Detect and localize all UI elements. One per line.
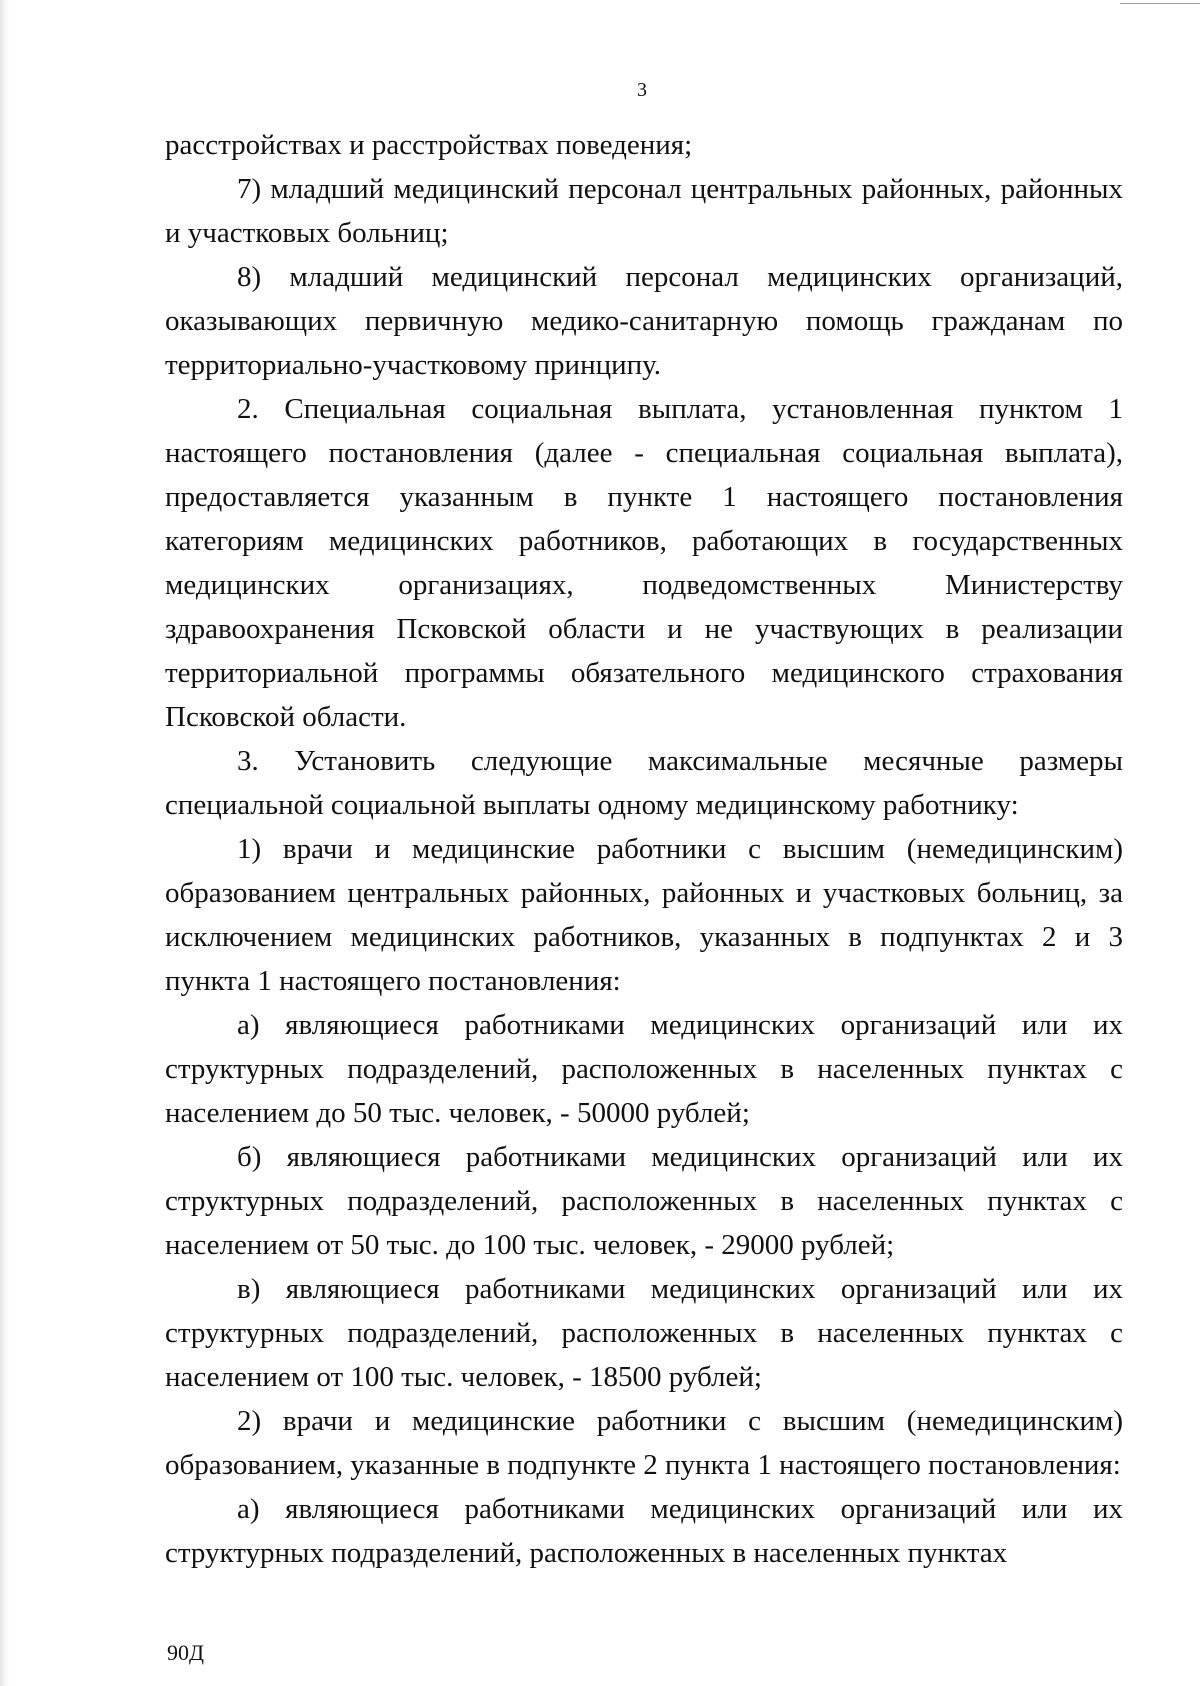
page-number: 3 [637, 79, 647, 101]
paragraph-subitem-1v: в) являющиеся работниками медицинских организаций или их структурных подразделений, расположенных в населенных пунктах с населением от 100 тыс. человек, - 18500 рублей; [165, 1273, 1123, 1393]
document-body [165, 123, 1123, 1575]
footer-code: 90Д [167, 1640, 205, 1665]
paragraph-section-3: 3. Установить следующие максимальные месячные размеры специальной социальной выплаты одному медицинскому работнику: [165, 745, 1123, 821]
paragraph-item-7: 7) младший медицинский персонал центральных районных, районных и участковых больниц; [165, 173, 1123, 249]
scan-corner-line [1120, 3, 1200, 4]
paragraph-subitem-1b: б) являющиеся работниками медицинских организаций или их структурных подразделений, расположенных в населенных пунктах с населением от 50 тыс. до 100 тыс. человек, - 29000 рублей; [165, 1141, 1123, 1261]
paragraph-subitem-1: 1) врачи и медицинские работники с высшим (немедицинским) образованием центральных районных, районных и участковых больниц, за исключением медицинских работников, указанных в подпунктах 2 и 3 пункта 1 настоящего постановления: [165, 833, 1123, 997]
paragraph-section-2: 2. Специальная социальная выплата, установленная пунктом 1 настоящего постановления (далее - специальная социальная выплата), предоставляется указанным в пункте 1 настоящего постановления категориям медицинских работников, работающих в государственных медицинских организациях, подведомственных Министерству здравоохранения Псковской области и не участвующих в реализации территориальной программы обязательного медицинского страхования Псковской области. [165, 393, 1123, 733]
paragraph-continuation: расстройствах и расстройствах поведения; [165, 129, 693, 161]
scan-edge [0, 0, 10, 1686]
paragraph-subitem-2: 2) врачи и медицинские работники с высшим (немедицинским) образованием, указанные в подпункте 2 пункта 1 настоящего постановления: [165, 1405, 1123, 1481]
paragraph-item-8: 8) младший медицинский персонал медицинских организаций, оказывающих первичную медико-санитарную помощь гражданам по территориально-участковому принципу. [165, 261, 1123, 381]
paragraph-subitem-2a: а) являющиеся работниками медицинских организаций или их структурных подразделений, расположенных в населенных пунктах [165, 1493, 1123, 1569]
paragraph-subitem-1a: а) являющиеся работниками медицинских организаций или их структурных подразделений, расположенных в населенных пунктах с населением до 50 тыс. человек, - 50000 рублей; [165, 1009, 1123, 1129]
